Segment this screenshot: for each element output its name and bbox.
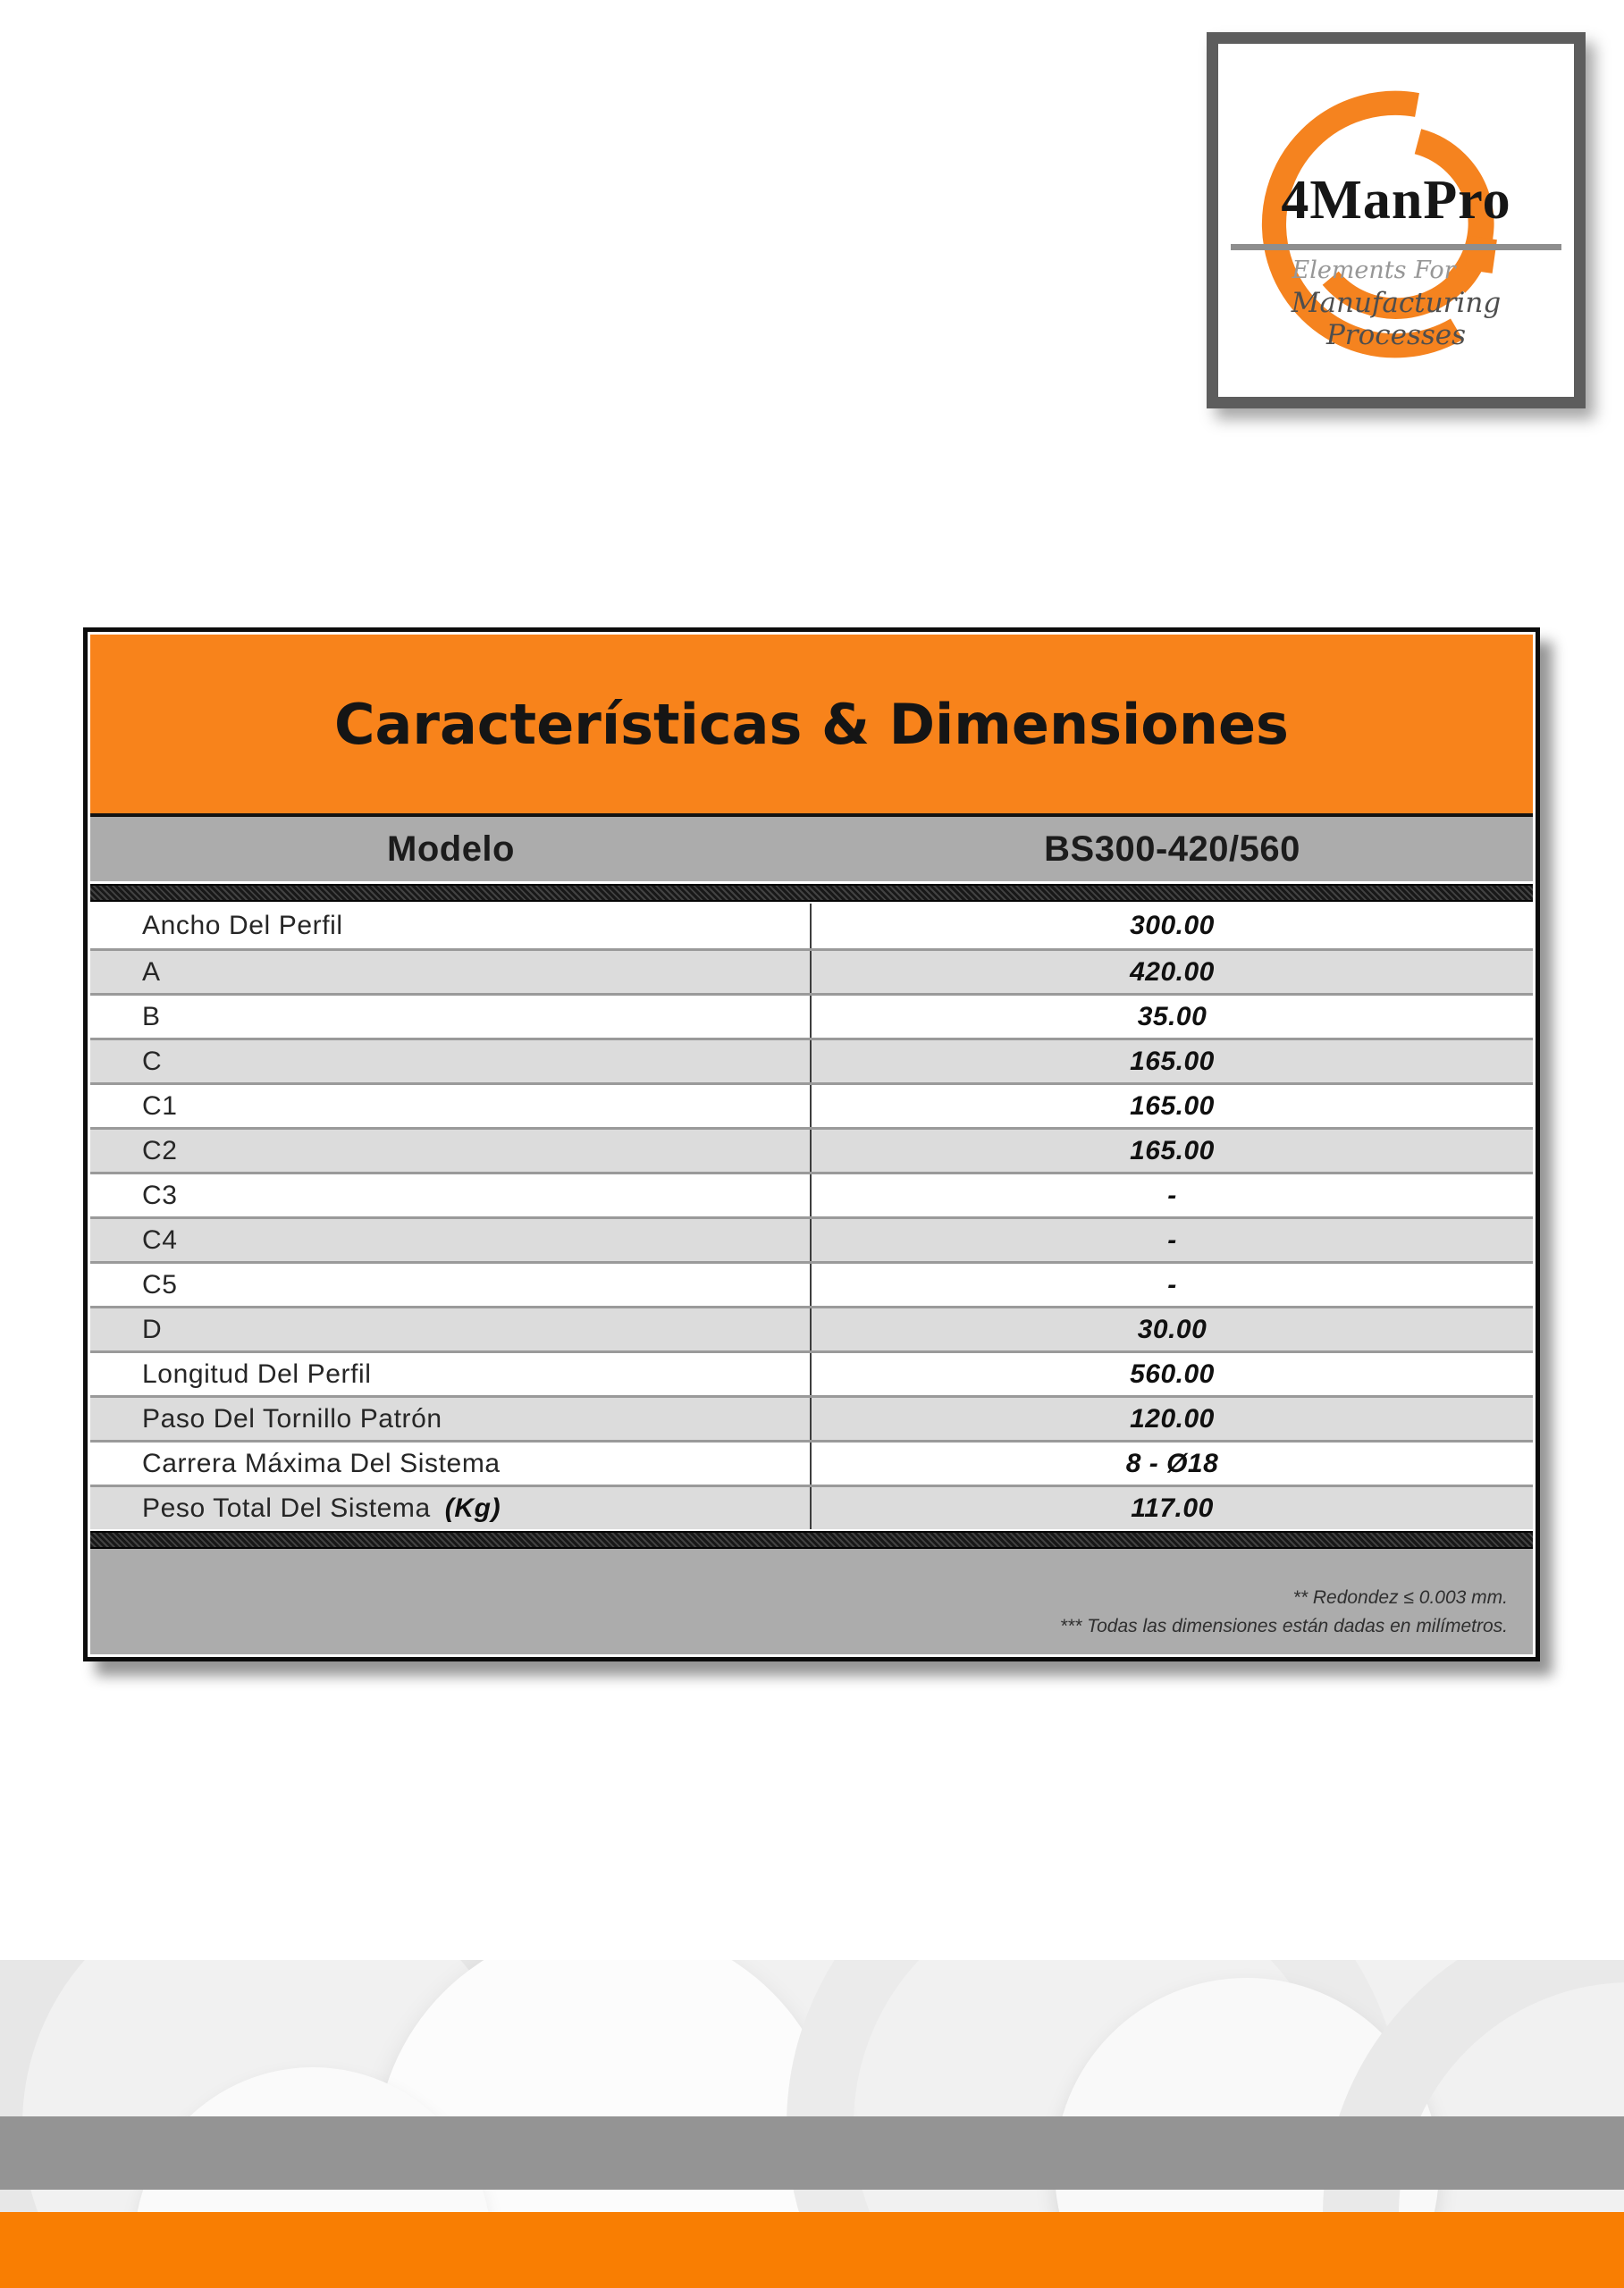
- row-value: 560.00: [1130, 1358, 1215, 1389]
- row-label: C4: [90, 1219, 812, 1261]
- logo-divider: [1231, 244, 1561, 250]
- table-title: Características & Dimensiones: [334, 691, 1289, 757]
- row-label: B: [90, 996, 812, 1038]
- row-label: C: [90, 1040, 812, 1082]
- table-row: [90, 1082, 1533, 1127]
- table-row: [90, 1395, 1533, 1440]
- row-value: 35.00: [1137, 1001, 1207, 1031]
- table-row: [90, 993, 1533, 1038]
- table-row: [90, 1440, 1533, 1485]
- row-label: C5: [90, 1264, 812, 1306]
- footnote-roundness: ** Redondez ≤ 0.003 mm.: [1292, 1586, 1508, 1608]
- table-row: [90, 948, 1533, 993]
- table-title-band: [90, 635, 1533, 817]
- row-value: 8 - Ø18: [1125, 1448, 1219, 1478]
- row-value: -: [1167, 1180, 1177, 1210]
- row-value: 117.00: [1131, 1493, 1214, 1523]
- table-footer-band: [90, 1549, 1533, 1654]
- row-label: C2: [90, 1130, 812, 1172]
- table-row: [90, 1306, 1533, 1350]
- row-value: 165.00: [1130, 1090, 1215, 1121]
- model-header-row: [90, 817, 1533, 881]
- logo-tagline-line1: Elements For: [1292, 257, 1456, 284]
- footer-orange-bar: [0, 2212, 1624, 2288]
- row-label: A: [90, 951, 812, 993]
- row-value: -: [1167, 1224, 1177, 1255]
- row-label-suffix: (Kg): [444, 1493, 501, 1523]
- company-logo: [1207, 32, 1586, 408]
- table-row: [90, 1350, 1533, 1395]
- model-value: BS300-420/560: [1044, 829, 1300, 869]
- row-value: 300.00: [1130, 911, 1215, 940]
- row-label: Peso Total Del Sistema (Kg): [90, 1487, 812, 1529]
- row-value: 165.00: [1130, 1135, 1215, 1165]
- row-label: D: [90, 1308, 812, 1350]
- logo-inner: [1218, 44, 1574, 397]
- row-label: Paso Del Tornillo Patrón: [90, 1398, 812, 1440]
- row-value: 420.00: [1130, 956, 1215, 987]
- table-row: [90, 1216, 1533, 1261]
- row-value: -: [1167, 1269, 1177, 1300]
- row-label: C1: [90, 1085, 812, 1127]
- table-rows: [90, 904, 1533, 1529]
- row-label: Carrera Máxima Del Sistema: [90, 1443, 812, 1485]
- row-value: 165.00: [1130, 1046, 1215, 1076]
- row-label: C3: [90, 1174, 812, 1216]
- table-row: [90, 1172, 1533, 1216]
- row-label: Longitud Del Perfil: [90, 1353, 812, 1395]
- spec-table: [83, 627, 1540, 1661]
- logo-tagline-line2: Manufacturing Processes: [1291, 287, 1502, 351]
- table-row: [90, 1127, 1533, 1172]
- row-value: 30.00: [1137, 1314, 1207, 1344]
- footnote-units: *** Todas las dimensiones están dadas en milímetros.: [1059, 1616, 1508, 1637]
- decorative-footer-band: [0, 1960, 1624, 2288]
- table-row: [90, 1261, 1533, 1306]
- model-label: Modelo: [387, 829, 515, 869]
- table-row: [90, 1485, 1533, 1529]
- table-row: [90, 904, 1533, 948]
- hatch-separator-top: [90, 884, 1533, 902]
- table-row: [90, 1038, 1533, 1082]
- footer-gray-bar: [0, 2116, 1624, 2190]
- row-label: Ancho Del Perfil: [90, 904, 812, 948]
- hatch-separator-bottom: [90, 1531, 1533, 1549]
- brand-name: 4ManPro: [1281, 170, 1511, 231]
- row-value: 120.00: [1130, 1403, 1215, 1434]
